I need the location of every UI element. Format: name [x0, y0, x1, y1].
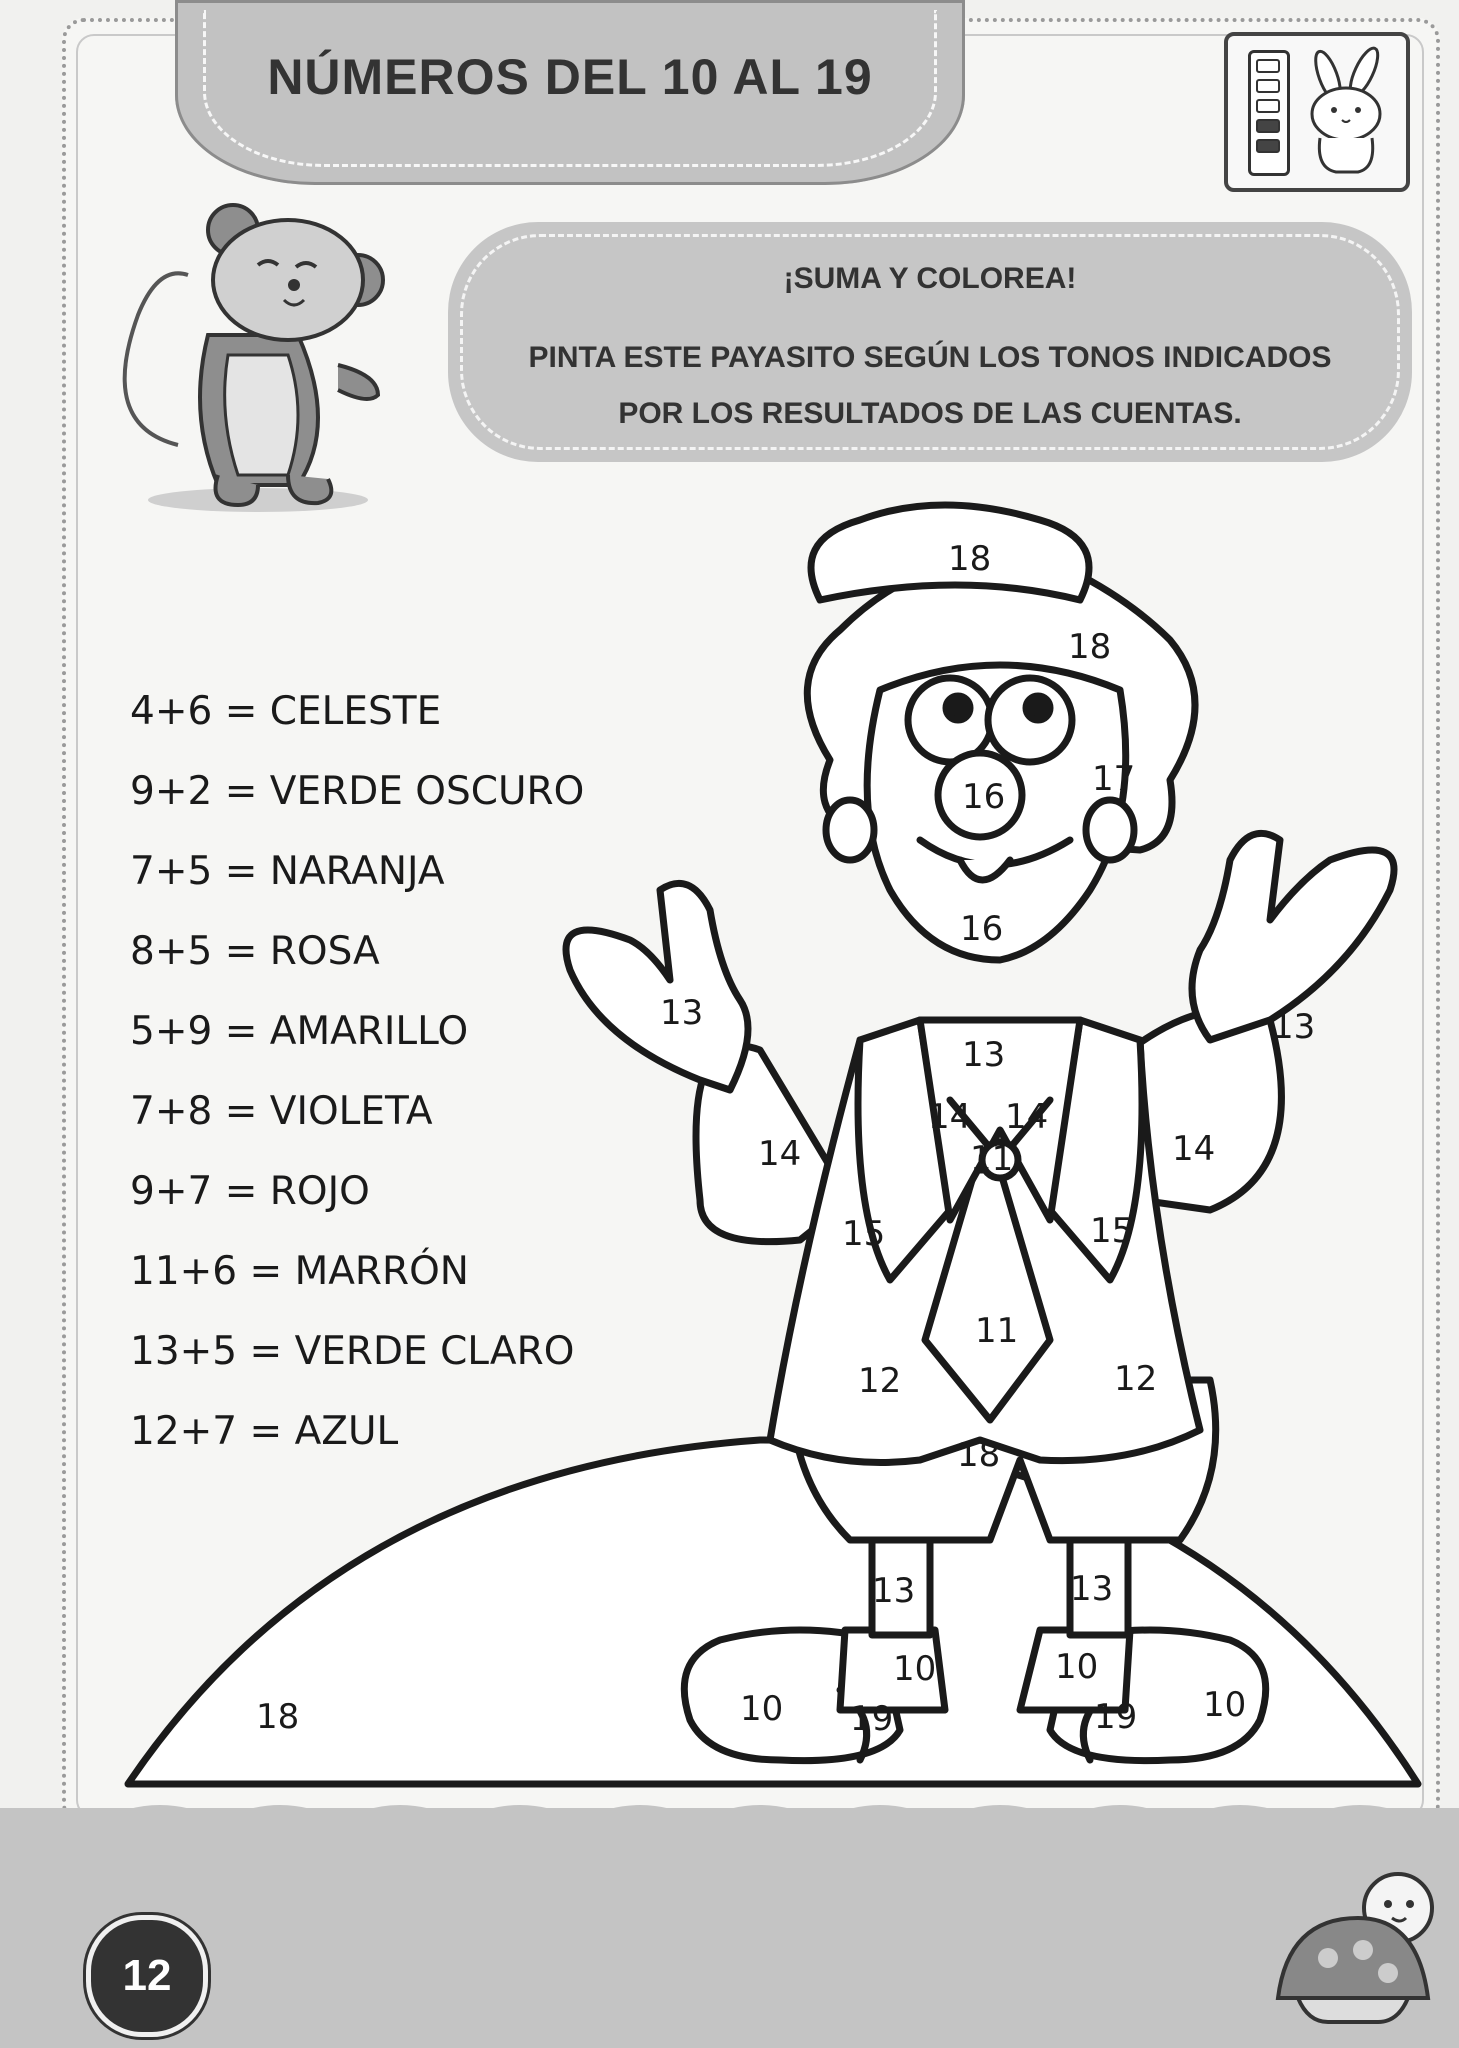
jacket-left-number: 12	[858, 1361, 902, 1401]
instructions-heading: ¡SUMA Y COLOREA!	[783, 262, 1077, 295]
shoe-right-number: 10	[1203, 1685, 1247, 1725]
hat-number: 18	[948, 539, 992, 579]
hand-left-number: 13	[660, 993, 704, 1033]
ear-left-region[interactable]	[826, 800, 874, 860]
hand-right-number: 13	[1272, 1007, 1316, 1047]
legend-item: 7+5 = NARANJA	[130, 849, 445, 894]
shoe-tip-right-number: 19	[1094, 1697, 1138, 1737]
leg-right-number: 13	[1070, 1569, 1114, 1609]
ear-right-region[interactable]	[1086, 800, 1134, 860]
knot-number: 11	[970, 1139, 1014, 1179]
sleeve-right-number: 14	[1172, 1129, 1216, 1169]
turtle-icon	[1268, 1858, 1448, 2028]
legend-item: 4+6 = CELESTE	[130, 689, 442, 734]
page-title: NÚMEROS DEL 10 AL 19	[267, 49, 873, 105]
collar-right-number: 14	[1005, 1097, 1049, 1137]
leg-left-number: 13	[872, 1571, 916, 1611]
shoe-left-number: 10	[740, 1689, 784, 1729]
legend-item: 9+7 = ROJO	[130, 1169, 370, 1214]
vest-left-number: 15	[842, 1214, 886, 1254]
page-number: 12	[86, 1915, 208, 2037]
legend-item: 8+5 = ROSA	[130, 929, 380, 974]
footer-scallop	[0, 1790, 1459, 1850]
shoe-tip-left-number: 19	[850, 1699, 894, 1739]
sock-left-number: 10	[893, 1649, 937, 1689]
legend-item: 13+5 = VERDE CLARO	[130, 1329, 575, 1374]
instructions-line-1: PINTA ESTE PAYASITO SEGÚN LOS TONOS INDICADOS	[528, 341, 1332, 374]
legend-item: 9+2 = VERDE OSCURO	[130, 769, 585, 814]
hair-number: 18	[1068, 627, 1112, 667]
shorts-number: 18	[957, 1435, 1001, 1475]
vest-right-number: 15	[1090, 1211, 1134, 1251]
legend-item: 7+8 = VIOLETA	[130, 1089, 433, 1134]
jacket-right-number: 12	[1114, 1359, 1158, 1399]
legend-item: 5+9 = AMARILLO	[130, 1009, 469, 1054]
hand-left-region[interactable]	[566, 883, 748, 1090]
face-number: 16	[960, 909, 1004, 949]
legend-item: 12+7 = AZUL	[130, 1409, 399, 1454]
sleeve-left-number: 14	[758, 1134, 802, 1174]
instructions-line-2: POR LOS RESULTADOS DE LAS CUENTAS.	[618, 397, 1242, 430]
sock-right-number: 10	[1055, 1647, 1099, 1687]
hair-right-number: 17	[1092, 759, 1136, 799]
legend-item: 11+6 = MARRÓN	[130, 1249, 469, 1294]
tie-number: 11	[975, 1311, 1019, 1351]
hill-number: 18	[256, 1697, 300, 1737]
collar-number: 13	[962, 1035, 1006, 1075]
collar-left-number: 14	[928, 1097, 972, 1137]
nose-number: 16	[962, 777, 1006, 817]
